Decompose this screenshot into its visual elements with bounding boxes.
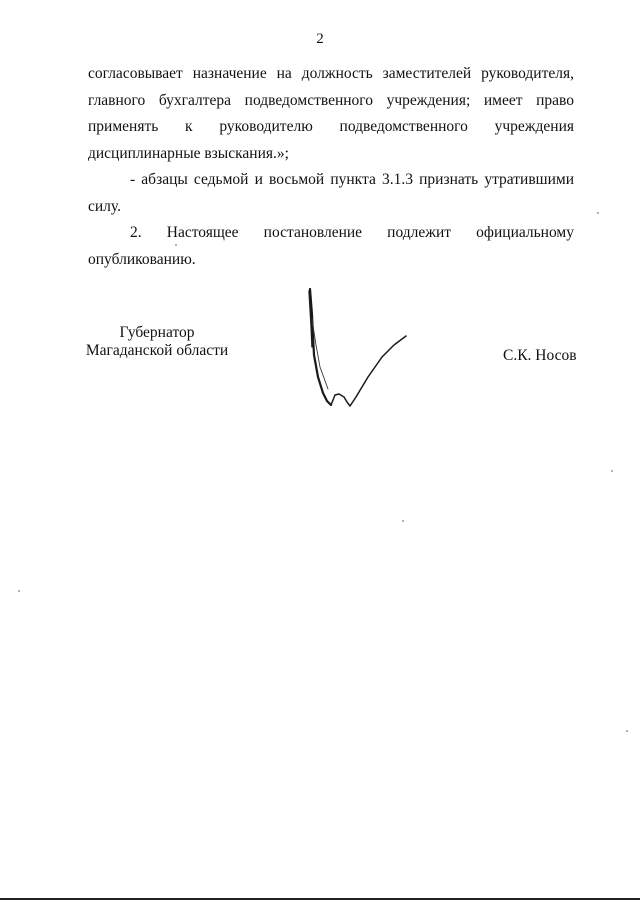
scan-edge-line	[0, 898, 640, 900]
paragraph-text: - абзацы седьмой и восьмой пункта 3.1.3 признать утратившими силу.	[88, 171, 574, 215]
body-paragraph-abolition	[88, 167, 574, 220]
paragraph-text: 2. Настоящее постановление подлежит официальному опубликованию.	[88, 224, 574, 268]
signatory-position-line-1: Губернатор	[119, 324, 195, 341]
signatory-position	[72, 324, 242, 360]
scan-speck	[18, 590, 20, 592]
scan-speck	[597, 212, 599, 214]
paragraph-text: согласовывает назначение на должность заместителей руководителя, главного бухгалтера подведомственного учреждения; имеет право применять к руководителю подведомственного учреждения дисциплинарные взыскания.»;	[88, 65, 574, 162]
body-paragraph-continuation	[88, 61, 574, 167]
scan-speck	[611, 470, 613, 472]
signatory-position-line-2: Магаданской области	[85, 342, 229, 359]
scan-speck	[402, 520, 404, 522]
handwritten-signature	[298, 285, 418, 415]
body-paragraph-publication	[88, 220, 574, 273]
scan-speck	[175, 244, 177, 246]
scan-speck	[626, 730, 628, 732]
page-number: 2	[316, 31, 324, 47]
signatory-name: С.К. Носов	[503, 347, 577, 364]
